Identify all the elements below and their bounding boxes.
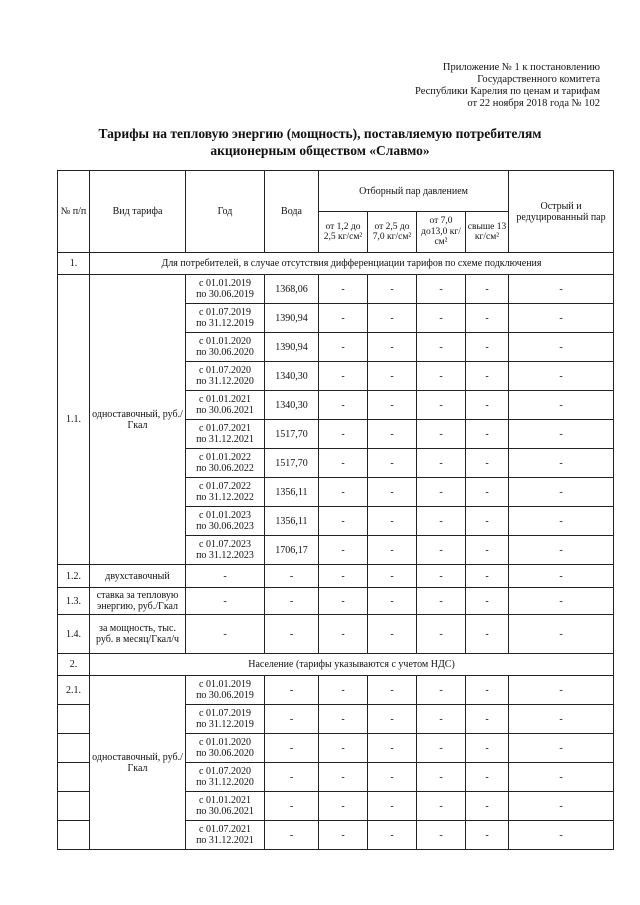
dash-cell: -	[509, 362, 614, 391]
appendix-line: Республики Карелия по ценам и тарифам	[415, 86, 600, 97]
period-cell	[186, 420, 265, 449]
appendix-line: от 22 ноября 2018 года № 102	[467, 98, 600, 109]
period-cell	[186, 792, 265, 821]
dash-cell: -	[265, 821, 319, 850]
period-to: по 30.06.2021	[196, 405, 254, 416]
row-num: 1.3.	[58, 588, 90, 615]
dash-cell: -	[265, 763, 319, 792]
period-from: с 01.01.2021	[199, 795, 251, 806]
dash-cell: -	[368, 792, 417, 821]
water-value: 1390,94	[265, 304, 319, 333]
dash-cell: -	[466, 565, 509, 588]
water-value: 1517,70	[265, 449, 319, 478]
dash-cell: -	[417, 449, 466, 478]
dash-cell: -	[265, 565, 319, 588]
dash-cell: -	[466, 763, 509, 792]
dash-cell: -	[509, 763, 614, 792]
period-from: с 01.01.2021	[199, 394, 251, 405]
row-num	[58, 821, 90, 850]
dash-cell: -	[417, 792, 466, 821]
dash-cell: -	[509, 588, 614, 615]
appendix-note	[415, 62, 600, 110]
period-to: по 31.12.2020	[196, 777, 254, 788]
dash-cell: -	[509, 507, 614, 536]
dash-cell: -	[466, 792, 509, 821]
dash-cell: -	[319, 304, 368, 333]
dash-cell: -	[319, 507, 368, 536]
dash-cell: -	[466, 536, 509, 565]
dash-cell: -	[417, 362, 466, 391]
dash-cell: -	[509, 536, 614, 565]
period-from: с 01.01.2020	[199, 336, 251, 347]
dash-cell: -	[186, 565, 265, 588]
section-text: Для потребителей, в случае отсутствия дифференциации тарифов по схеме подключения	[90, 253, 614, 275]
period-to: по 30.06.2019	[196, 690, 254, 701]
row-type: ставка за тепловую энергию, руб./Гкал	[90, 588, 186, 615]
period-from: с 01.01.2023	[199, 510, 251, 521]
dash-cell: -	[417, 734, 466, 763]
section-row	[58, 654, 614, 676]
dash-cell: -	[368, 705, 417, 734]
period-cell	[186, 821, 265, 850]
dash-cell: -	[466, 333, 509, 362]
table-row	[58, 565, 614, 588]
dash-cell: -	[509, 391, 614, 420]
dash-cell: -	[466, 478, 509, 507]
section-num: 1.	[58, 253, 90, 275]
dash-cell: -	[466, 507, 509, 536]
water-value: 1340,30	[265, 391, 319, 420]
dash-cell: -	[417, 763, 466, 792]
row-type: одноставочный, руб./Гкал	[90, 676, 186, 850]
dash-cell: -	[265, 705, 319, 734]
period-to: по 30.06.2023	[196, 521, 254, 532]
dash-cell: -	[417, 275, 466, 304]
dash-cell: -	[319, 615, 368, 654]
dash-cell: -	[368, 333, 417, 362]
table-row	[58, 676, 614, 705]
dash-cell: -	[368, 763, 417, 792]
dash-cell: -	[466, 420, 509, 449]
dash-cell: -	[368, 449, 417, 478]
dash-cell: -	[265, 734, 319, 763]
dash-cell: -	[368, 362, 417, 391]
dash-cell: -	[417, 536, 466, 565]
dash-cell: -	[368, 507, 417, 536]
dash-cell: -	[368, 275, 417, 304]
row-num: 1.4.	[58, 615, 90, 654]
period-cell	[186, 333, 265, 362]
dash-cell: -	[368, 304, 417, 333]
dash-cell: -	[417, 333, 466, 362]
title-line: акционерным обществом «Славмо»	[210, 143, 430, 158]
period-to: по 30.06.2022	[196, 463, 254, 474]
row-num: 2.1.	[58, 676, 90, 705]
period-cell	[186, 362, 265, 391]
dash-cell: -	[319, 449, 368, 478]
header-steam-col: от 2,5 до 7,0 кг/см²	[368, 212, 417, 253]
dash-cell: -	[417, 565, 466, 588]
dash-cell: -	[466, 391, 509, 420]
period-to: по 31.12.2019	[196, 719, 254, 730]
period-to: по 31.12.2019	[196, 318, 254, 329]
dash-cell: -	[509, 478, 614, 507]
period-from: с 01.01.2022	[199, 452, 251, 463]
row-num	[58, 734, 90, 763]
period-cell	[186, 734, 265, 763]
table-row	[58, 275, 614, 304]
water-value: 1390,94	[265, 333, 319, 362]
dash-cell: -	[319, 676, 368, 705]
dash-cell: -	[466, 734, 509, 763]
dash-cell: -	[509, 792, 614, 821]
dash-cell: -	[368, 615, 417, 654]
dash-cell: -	[417, 821, 466, 850]
period-from: с 01.07.2020	[199, 365, 251, 376]
row-num	[58, 763, 90, 792]
period-from: с 01.07.2021	[199, 824, 251, 835]
dash-cell: -	[265, 588, 319, 615]
dash-cell: -	[509, 821, 614, 850]
period-to: по 30.06.2020	[196, 748, 254, 759]
period-to: по 31.12.2020	[196, 376, 254, 387]
period-from: с 01.07.2019	[199, 307, 251, 318]
header-steam-col: от 1,2 до 2,5 кг/см²	[319, 212, 368, 253]
period-cell	[186, 507, 265, 536]
header-water: Вода	[265, 171, 319, 253]
dash-cell: -	[509, 676, 614, 705]
header-num: № п/п	[58, 171, 90, 253]
period-to: по 31.12.2022	[196, 492, 254, 503]
header-year: Год	[186, 171, 265, 253]
dash-cell: -	[466, 705, 509, 734]
header-steam-col: свыше 13 кг/см²	[466, 212, 509, 253]
title-line: Тарифы на тепловую энергию (мощность), поставляемую потребителям	[98, 126, 542, 141]
document-title	[0, 125, 640, 159]
dash-cell: -	[509, 705, 614, 734]
dash-cell: -	[319, 478, 368, 507]
period-from: с 01.07.2020	[199, 766, 251, 777]
dash-cell: -	[319, 420, 368, 449]
dash-cell: -	[466, 449, 509, 478]
header-steam: Отборный пар давлением	[319, 171, 509, 212]
dash-cell: -	[319, 588, 368, 615]
section-num: 2.	[58, 654, 90, 676]
dash-cell: -	[368, 536, 417, 565]
dash-cell: -	[466, 821, 509, 850]
dash-cell: -	[319, 275, 368, 304]
period-from: с 01.01.2019	[199, 679, 251, 690]
period-cell	[186, 391, 265, 420]
row-type: двухставочный	[90, 565, 186, 588]
dash-cell: -	[368, 821, 417, 850]
section-row	[58, 253, 614, 275]
dash-cell: -	[319, 705, 368, 734]
dash-cell: -	[509, 565, 614, 588]
dash-cell: -	[368, 391, 417, 420]
dash-cell: -	[417, 705, 466, 734]
row-num	[58, 792, 90, 821]
period-to: по 30.06.2021	[196, 806, 254, 817]
period-cell	[186, 304, 265, 333]
dash-cell: -	[509, 304, 614, 333]
water-value: 1368,06	[265, 275, 319, 304]
dash-cell: -	[509, 615, 614, 654]
dash-cell: -	[417, 420, 466, 449]
dash-cell: -	[509, 333, 614, 362]
row-type: за мощность, тыс. руб. в месяц/Гкал/ч	[90, 615, 186, 654]
dash-cell: -	[186, 615, 265, 654]
dash-cell: -	[417, 478, 466, 507]
dash-cell: -	[319, 565, 368, 588]
dash-cell: -	[417, 391, 466, 420]
dash-cell: -	[319, 333, 368, 362]
dash-cell: -	[368, 588, 417, 615]
period-cell	[186, 763, 265, 792]
dash-cell: -	[265, 792, 319, 821]
header-tariff-type: Вид тарифа	[90, 171, 186, 253]
dash-cell: -	[417, 588, 466, 615]
period-cell	[186, 275, 265, 304]
dash-cell: -	[368, 676, 417, 705]
dash-cell: -	[509, 275, 614, 304]
period-from: с 01.01.2019	[199, 278, 251, 289]
section-text: Население (тарифы указываются с учетом НДС)	[90, 654, 614, 676]
dash-cell: -	[466, 362, 509, 391]
dash-cell: -	[417, 304, 466, 333]
dash-cell: -	[466, 588, 509, 615]
row-num	[58, 705, 90, 734]
period-from: с 01.07.2023	[199, 539, 251, 550]
water-value: 1356,11	[265, 507, 319, 536]
period-cell	[186, 449, 265, 478]
period-to: по 31.12.2021	[196, 434, 254, 445]
period-to: по 30.06.2020	[196, 347, 254, 358]
period-to: по 31.12.2023	[196, 550, 254, 561]
dash-cell: -	[509, 420, 614, 449]
header-row	[58, 171, 614, 212]
period-to: по 30.06.2019	[196, 289, 254, 300]
period-from: с 01.07.2019	[199, 708, 251, 719]
header-steam-col: от 7,0 до13,0 кг/см²	[417, 212, 466, 253]
table-row	[58, 615, 614, 654]
dash-cell: -	[319, 362, 368, 391]
period-from: с 01.07.2021	[199, 423, 251, 434]
dash-cell: -	[509, 449, 614, 478]
period-cell	[186, 478, 265, 507]
dash-cell: -	[186, 588, 265, 615]
dash-cell: -	[265, 615, 319, 654]
dash-cell: -	[417, 507, 466, 536]
dash-cell: -	[368, 734, 417, 763]
period-cell	[186, 705, 265, 734]
dash-cell: -	[466, 275, 509, 304]
dash-cell: -	[466, 304, 509, 333]
appendix-line: Приложение № 1 к постановлению	[442, 62, 600, 73]
period-from: с 01.01.2020	[199, 737, 251, 748]
period-cell	[186, 536, 265, 565]
appendix-line: Государственного комитета	[477, 74, 600, 85]
dash-cell: -	[319, 792, 368, 821]
tariff-table	[57, 170, 614, 850]
period-cell	[186, 676, 265, 705]
dash-cell: -	[417, 676, 466, 705]
table-row	[58, 588, 614, 615]
dash-cell: -	[417, 615, 466, 654]
dash-cell: -	[319, 391, 368, 420]
header-sharp-steam: Острый и редуцированный пар	[509, 171, 614, 253]
dash-cell: -	[509, 734, 614, 763]
period-to: по 31.12.2021	[196, 835, 254, 846]
period-from: с 01.07.2022	[199, 481, 251, 492]
dash-cell: -	[319, 763, 368, 792]
water-value: 1340,30	[265, 362, 319, 391]
dash-cell: -	[466, 676, 509, 705]
dash-cell: -	[319, 536, 368, 565]
dash-cell: -	[368, 420, 417, 449]
dash-cell: -	[265, 676, 319, 705]
water-value: 1706,17	[265, 536, 319, 565]
dash-cell: -	[466, 615, 509, 654]
dash-cell: -	[319, 734, 368, 763]
dash-cell: -	[319, 821, 368, 850]
water-value: 1517,70	[265, 420, 319, 449]
dash-cell: -	[368, 565, 417, 588]
row-type: одноставочный, руб./Гкал	[90, 275, 186, 565]
dash-cell: -	[368, 478, 417, 507]
water-value: 1356,11	[265, 478, 319, 507]
row-num: 1.1.	[58, 275, 90, 565]
row-num: 1.2.	[58, 565, 90, 588]
